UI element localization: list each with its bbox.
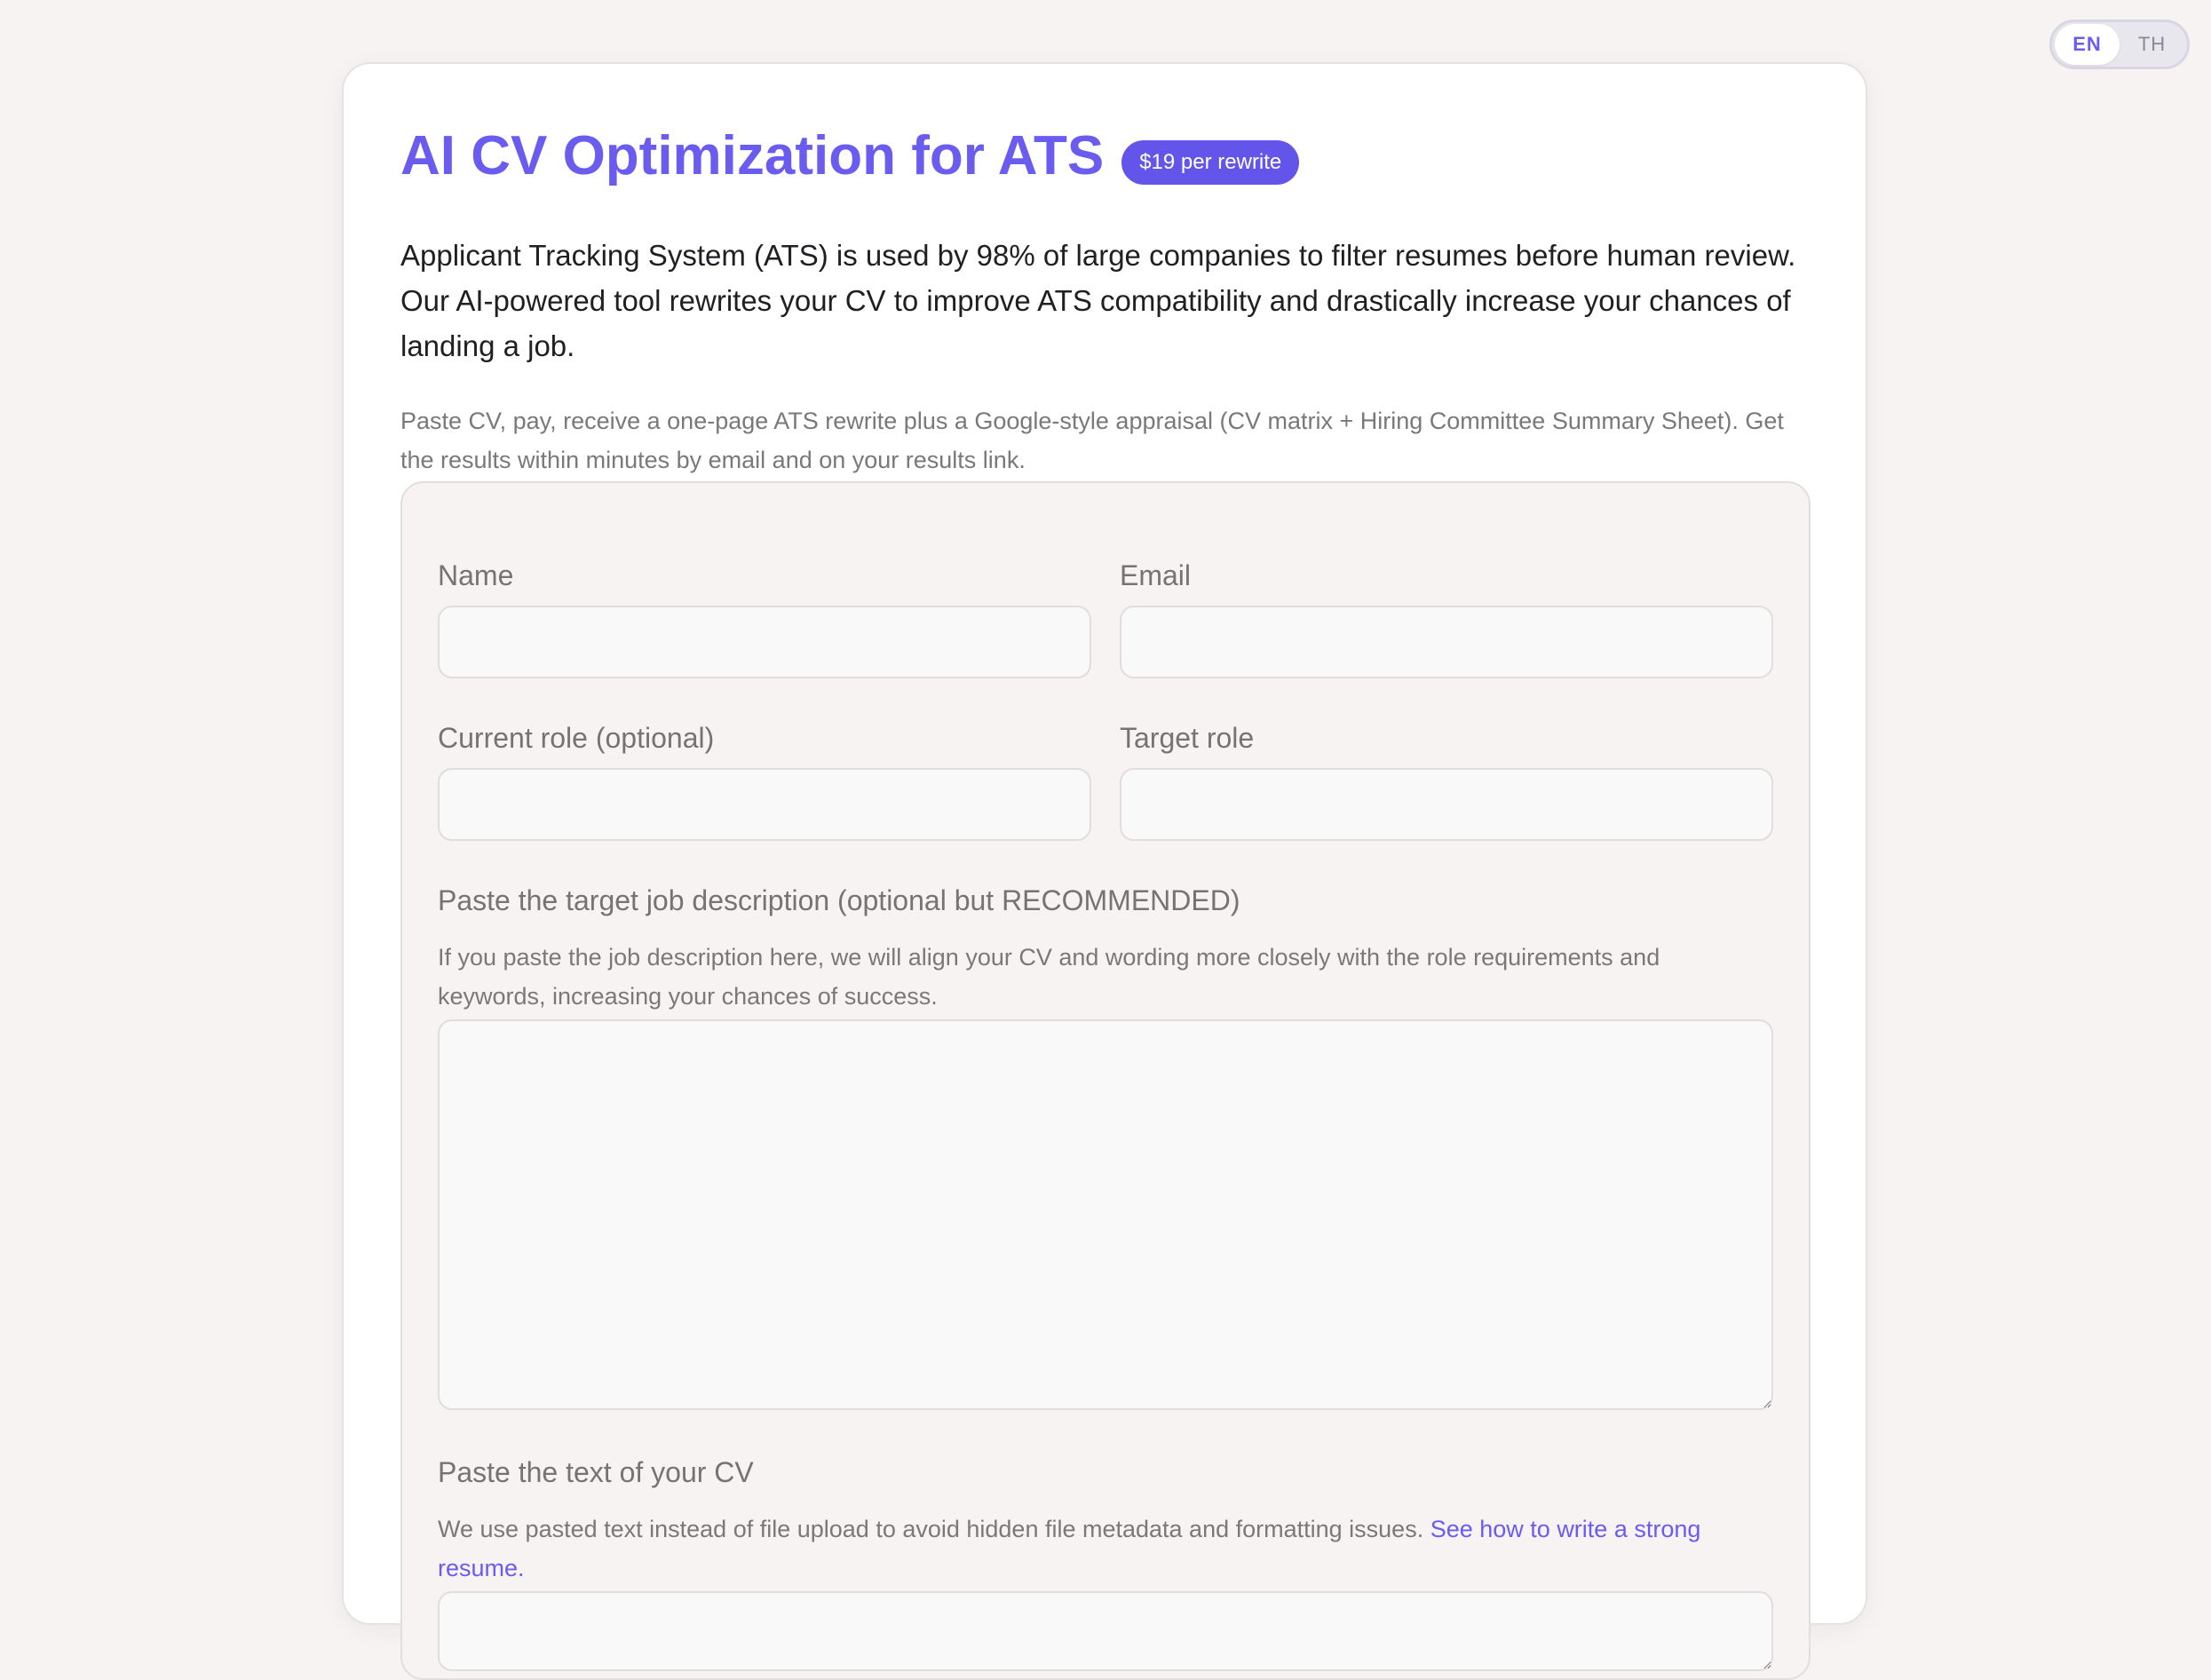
email-label: Email [1120,559,1192,591]
cv-form [400,481,1811,1680]
cv-text-help-text: We use pasted text instead of file upload to avoid hidden file metadata and formatting issues. [438,1516,1424,1542]
name-label: Name [438,559,514,591]
resume-guide-link[interactable]: See how to write a strong resume. [438,1516,1701,1581]
email-input[interactable] [1120,606,1773,678]
language-option-th[interactable]: TH [2137,33,2167,55]
cv-text-label: Paste the text of your CV [438,1456,754,1488]
main-card [342,62,1867,1625]
intro-subtext: Paste CV, pay, receive a one-page ATS rewrite plus a Google-style appraisal (CV matrix + Hiring Committee Summary Sheet). Get the results within minutes by email and on your results link. [400,408,1784,473]
language-option-en[interactable]: EN [2055,24,2120,65]
price-badge: $19 per rewrite [1121,140,1299,185]
target-role-input[interactable] [1120,768,1773,841]
target-role-label: Target role [1120,722,1255,754]
job-description-help: If you paste the job description here, we will align your CV and wording more closely with the role requirements and keywords, increasing your chances of success. [438,944,1660,1010]
name-input[interactable] [438,606,1091,678]
title-row [400,125,1299,186]
cv-text-textarea[interactable] [438,1591,1773,1671]
cv-text-help [438,1510,1773,1588]
language-toggle[interactable] [2049,20,2190,69]
page-title: AI CV Optimization for ATS [400,125,1105,186]
current-role-input[interactable] [438,768,1091,841]
job-description-label: Paste the target job description (optional but RECOMMENDED) [438,884,1240,916]
intro-text: Applicant Tracking System (ATS) is used by 98% of large companies to filter resumes before human review. Our AI-powered tool rewrites your CV to improve ATS compatibility and drastically increase your chances of landing a job. [400,239,1796,362]
job-description-textarea[interactable] [438,1019,1773,1410]
current-role-label: Current role (optional) [438,722,715,754]
